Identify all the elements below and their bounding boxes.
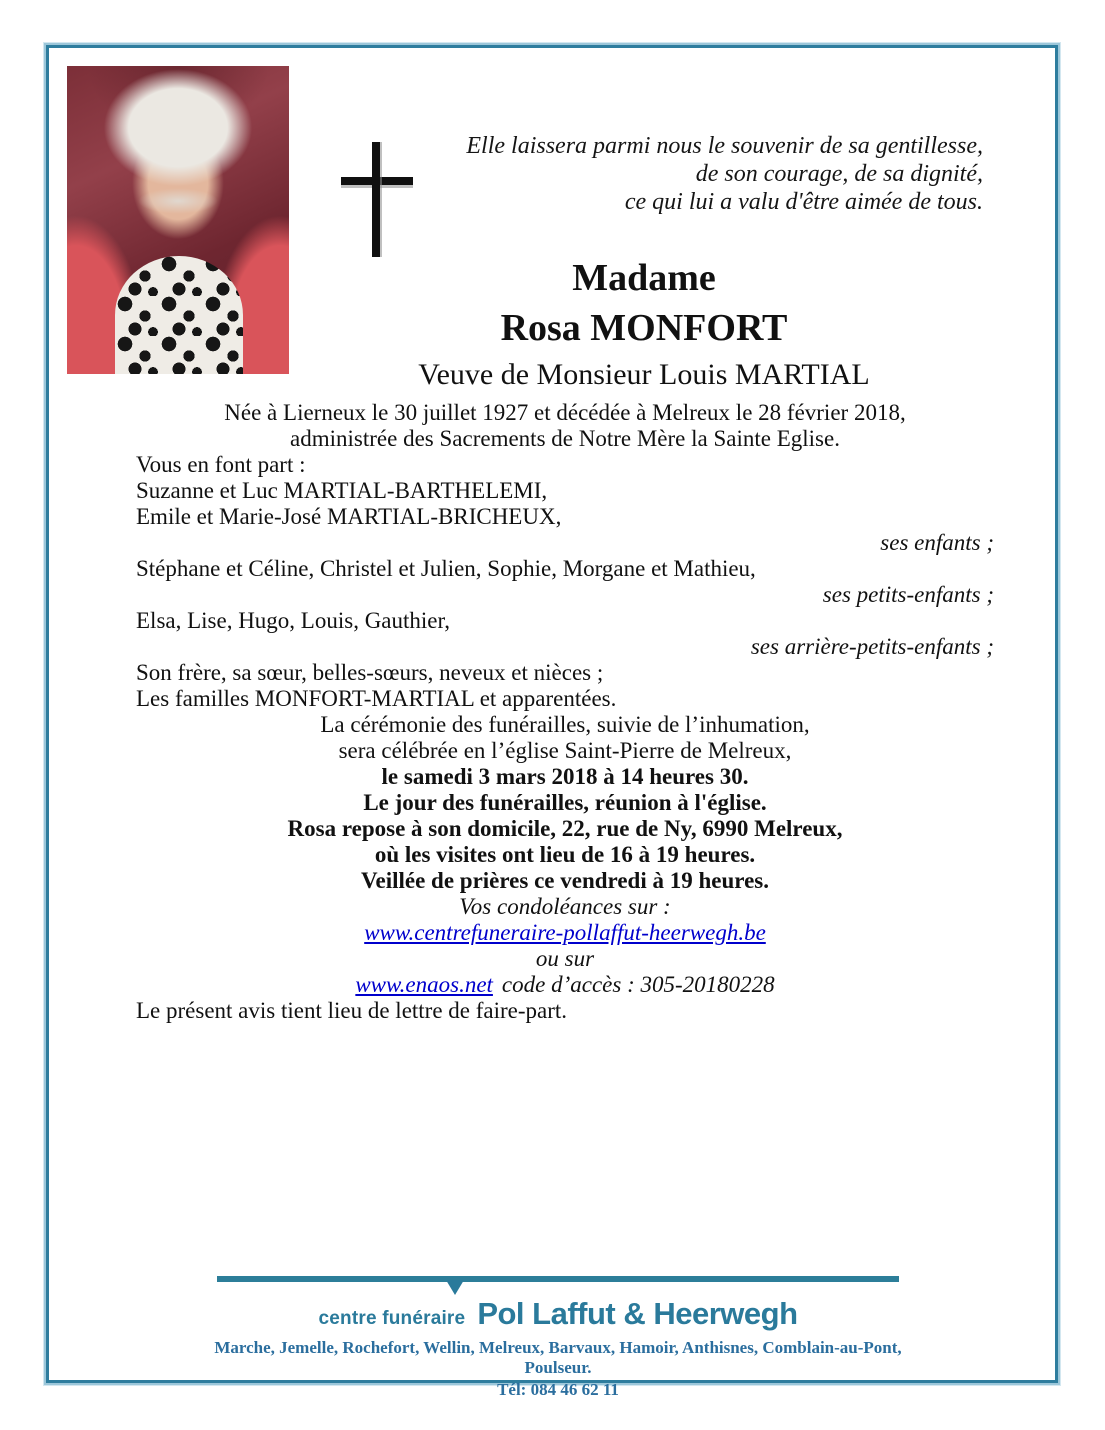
- memorial-quote-line: ce qui lui a valu d'être aimée de tous.: [624, 189, 983, 215]
- memorial-quote-line: Elle laissera parmi nous le souvenir de sa gentillesse,: [466, 133, 983, 159]
- condolences-link-line: [136, 920, 994, 946]
- children-relationship-label: ses enfants ;: [880, 530, 994, 555]
- birth-death-line: Née à Lierneux le 30 juillet 1927 et décédée à Melreux le 28 février 2018,: [224, 400, 906, 425]
- announcement-body: [136, 400, 994, 1024]
- memorial-quote: [466, 132, 983, 216]
- enaos-link-line: [136, 972, 994, 998]
- deceased-title-block: [299, 254, 989, 396]
- great-grandchildren-name-line: Elsa, Lise, Hugo, Louis, Gauthier,: [136, 608, 450, 633]
- families-line: Les familles MONFORT-MARTIAL et apparentées.: [136, 686, 617, 711]
- footer-divider-bar: [217, 1276, 899, 1282]
- ceremony-line: sera célébrée en l’église Saint-Pierre de Melreux,: [338, 738, 792, 763]
- children-name-line: Emile et Marie-José MARTIAL-BRICHEUX,: [136, 504, 562, 529]
- footer-phone: Tél: 084 46 62 11: [497, 1380, 619, 1399]
- ceremony-date-line: le samedi 3 mars 2018 à 14 heures 30.: [381, 764, 749, 789]
- triangle-marker-icon: [446, 1280, 464, 1295]
- access-code-text: code d’accès : 305-20180228: [501, 972, 775, 997]
- grandchildren-name-line: Stéphane et Céline, Christel et Julien, Sophie, Morgane et Mathieu,: [136, 556, 756, 581]
- memorial-quote-line: de son courage, de sa dignité,: [695, 161, 983, 187]
- meeting-line: Le jour des funérailles, réunion à l'église.: [363, 790, 767, 815]
- portrait-photo: [67, 66, 289, 374]
- lead-line: Vous en font part :: [136, 452, 306, 477]
- funeral-home-footer: [185, 1276, 931, 1400]
- deceased-name: Rosa MONFORT: [500, 307, 788, 349]
- enaos-website-link[interactable]: www.enaos.net: [355, 972, 493, 997]
- great-grandchildren-relationship-label: ses arrière-petits-enfants ;: [750, 634, 994, 659]
- decorative-border-frame: [46, 45, 1058, 1399]
- funeral-home-website-link[interactable]: www.centrefuneraire-pollaffut-heerwegh.be: [364, 920, 766, 945]
- salutation: Madame: [572, 257, 716, 299]
- sacraments-line: administrée des Sacrements de Notre Mère la Sainte Eglise.: [290, 426, 840, 451]
- ceremony-line: La cérémonie des funérailles, suivie de l’inhumation,: [320, 712, 810, 737]
- funeral-home-logo: [185, 1296, 931, 1332]
- visit-hours-line: où les visites ont lieu de 16 à 19 heures.: [374, 842, 756, 867]
- cross-vertical-bar: [372, 142, 380, 257]
- brand-name: Pol Laffut & Heerwegh: [477, 1296, 798, 1331]
- portrait-patterned-blouse: [115, 256, 243, 374]
- children-name-line: Suzanne et Luc MARTIAL-BARTHELEMI,: [136, 478, 548, 503]
- grandchildren-relationship-label: ses petits-enfants ;: [822, 582, 994, 607]
- widow-subtitle: Veuve de Monsieur Louis MARTIAL: [418, 358, 870, 391]
- vigil-line: Veillée de prières ce vendredi à 19 heures.: [361, 868, 769, 893]
- footer-locations: Marche, Jemelle, Rochefort, Wellin, Melreux, Barvaux, Hamoir, Anthisnes, Comblain-au-Pont, Poulseur.: [214, 1338, 902, 1377]
- repose-address-line: Rosa repose à son domicile, 22, rue de Ny, 6990 Melreux,: [287, 816, 843, 841]
- cross-icon: [341, 142, 413, 257]
- siblings-line: Son frère, sa sœur, belles-sœurs, neveux et nièces ;: [136, 660, 604, 685]
- condolences-intro: Vos condoléances sur :: [459, 894, 671, 919]
- closing-notice: Le présent avis tient lieu de lettre de faire-part.: [136, 998, 568, 1023]
- or-text: ou sur: [535, 946, 595, 971]
- brand-prefix: centre funéraire: [318, 1308, 466, 1329]
